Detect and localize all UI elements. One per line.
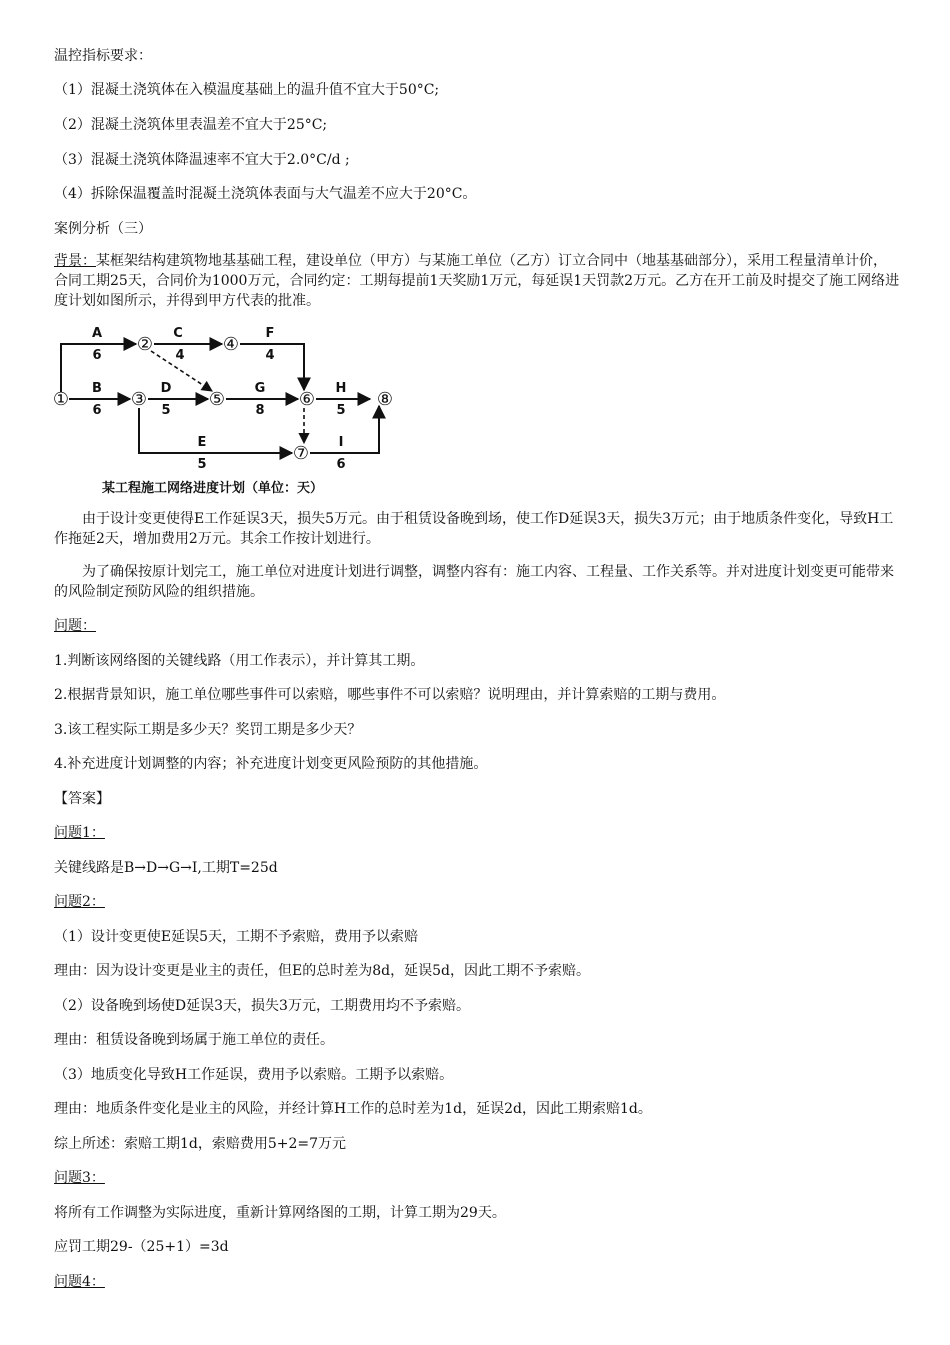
background-paragraph [54, 251, 900, 311]
activity-e-name: E [197, 435, 207, 450]
answer-q1-label: 问题1： [54, 825, 105, 841]
activity-c-duration: 4 [175, 348, 185, 363]
temp-control-item-1: （1）混凝土浇筑体在入模温度基础上的温升值不宜大于50°C; [54, 82, 440, 98]
answer-q3-label: 问题3： [54, 1170, 105, 1186]
answer-q2-line-1: （1）设计变更使E延误5天，工期不予索赔，费用予以索赔 [54, 929, 419, 945]
activity-b-duration: 6 [92, 403, 102, 418]
answer-q3-line-1: 将所有工作调整为实际进度，重新计算网络图的工期，计算工期为29天。 [54, 1205, 506, 1221]
answer-q2-label: 问题2： [54, 894, 105, 910]
activity-i-name: I [338, 435, 344, 450]
question-4: 4.补充进度计划调整的内容；补充进度计划变更风险预防的其他措施。 [54, 756, 488, 772]
answer-q2-line-5: （3）地质变化导致H工作延误，费用予以索赔。工期予以索赔。 [54, 1067, 454, 1083]
question-1: 1.判断该网络图的关键线路（用工作表示），并计算其工期。 [54, 653, 425, 669]
activity-g-duration: 8 [255, 403, 265, 418]
temp-control-item-3: （3）混凝土浇筑体降温速率不宜大于2.0°C/d ; [54, 152, 350, 168]
answer-q3-line-2: 应罚工期29-（25+1）=3d [54, 1239, 229, 1255]
temp-control-heading: 温控指标要求： [54, 48, 152, 64]
node-4: ④ [222, 334, 240, 355]
node-8: ⑧ [376, 389, 394, 410]
activity-f-duration: 4 [265, 348, 275, 363]
temp-control-item-2: （2）混凝土浇筑体里表温差不宜大于25°C; [54, 117, 328, 133]
answer-q2-line-2: 理由：因为设计变更是业主的责任，但E的总时差为8d，延误5d，因此工期不予索赔。 [54, 963, 590, 979]
event-paragraph: 由于设计变更使得E工作延误3天，损失5万元。由于租赁设备晚到场，使工作D延误3天，损失3万元；由于地质条件变化，导致H工作拖延2天，增加费用2万元。其余工作按计划进行。 [54, 511, 894, 547]
question-3: 3.该工程实际工期是多少天？奖罚工期是多少天？ [54, 722, 362, 738]
network-diagram [52, 322, 397, 497]
answer-q2-line-6: 理由：地质条件变化是业主的风险，并经计算H工作的总时差为1d，延误2d，因此工期索赔1d。 [54, 1101, 652, 1117]
temp-control-item-4: （4）拆除保温覆盖时混凝土浇筑体表面与大气温差不应大于20°C。 [54, 186, 477, 202]
activity-d-name: D [160, 381, 172, 396]
answer-q4-label: 问题4： [54, 1274, 105, 1290]
answer-q2-line-3: （2）设备晚到场使D延误3天，损失3万元，工期费用均不予索赔。 [54, 998, 470, 1014]
activity-b-name: B [92, 381, 102, 396]
node-6: ⑥ [298, 389, 316, 410]
background-label: 背景： [54, 253, 96, 269]
activity-h-name: H [335, 381, 347, 396]
activity-i-duration: 6 [336, 457, 346, 472]
activity-h-duration: 5 [336, 403, 346, 418]
answer-q2-line-4: 理由：租赁设备晚到场属于施工单位的责任。 [54, 1032, 334, 1048]
background-text: 某框架结构建筑物地基基础工程，建设单位（甲方）与某施工单位（乙方）订立合同中（地基基础部分），采用工程量清单计价，合同工期25天，合同价为1000万元，合同约定：工期每提前1天奖励1万元，每延误1天罚款2万元。乙方在开工前及时提交了施工网络进度计划如图所示，并得到甲方代表的批准。 [54, 253, 900, 309]
diagram-caption: 某工程施工网络进度计划（单位：天） [102, 481, 324, 496]
node-5: ⑤ [208, 389, 226, 410]
node-7: ⑦ [292, 443, 310, 464]
activity-a-duration: 6 [92, 348, 102, 363]
adjustment-paragraph: 为了确保按原计划完工，施工单位对进度计划进行调整，调整内容有：施工内容、工程量、工作关系等。并对进度计划变更可能带来的风险制定预防风险的组织措施。 [54, 564, 894, 600]
activity-e-duration: 5 [197, 457, 207, 472]
node-2: ② [136, 334, 154, 355]
activity-g-name: G [254, 381, 266, 396]
answer-q1-text: 关键线路是B→D→G→I,工期T=25d [54, 860, 278, 876]
activity-c-name: C [173, 326, 183, 341]
answer-heading: 【答案】 [54, 791, 110, 807]
activity-d-duration: 5 [161, 403, 171, 418]
activity-a-name: A [91, 326, 103, 341]
node-1: ① [52, 389, 70, 410]
question-2: 2.根据背景知识，施工单位哪些事件可以索赔，哪些事件不可以索赔？说明理由，并计算索赔的工期与费用。 [54, 687, 726, 703]
answer-q2-line-7: 综上所述：索赔工期1d，索赔费用5+2=7万元 [54, 1136, 347, 1152]
node-3: ③ [130, 389, 148, 410]
questions-label: 问题： [54, 618, 96, 634]
case-title: 案例分析（三） [54, 221, 152, 237]
activity-f-name: F [265, 326, 275, 341]
